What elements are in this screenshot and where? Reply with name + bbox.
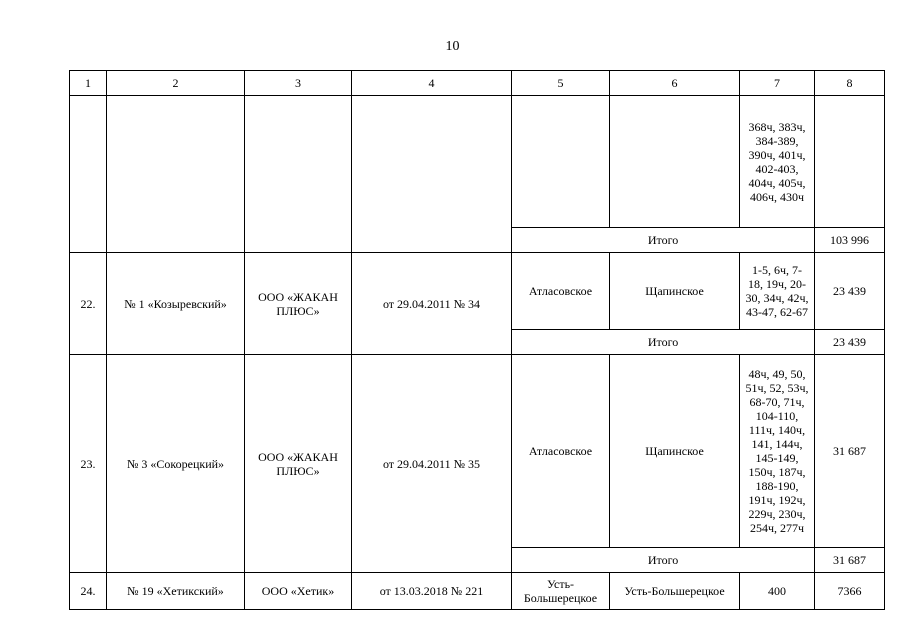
total-value: 31 687: [815, 548, 885, 573]
org-cell: ООО «ЖАКАН ПЛЮС»: [245, 253, 352, 355]
doc-cell: от 13.03.2018 № 221: [352, 573, 512, 610]
area-cell: [815, 96, 885, 228]
header-row: [70, 71, 885, 96]
header-cell: 5: [512, 71, 610, 96]
num-cell: 24.: [70, 573, 107, 610]
org-cell: ООО «ЖАКАН ПЛЮС»: [245, 355, 352, 573]
quarters-cell: [740, 253, 815, 330]
quarters-line: 191ч, 192ч,: [748, 493, 806, 507]
num-cell: [70, 96, 107, 253]
forestry-cell: Усть-Большерецкое: [512, 573, 610, 610]
quarters-line: 43-47, 62-67: [746, 305, 808, 319]
total-label: Итого: [512, 228, 815, 253]
header-cell: 2: [107, 71, 245, 96]
table-row: [70, 355, 885, 548]
total-value: 23 439: [815, 330, 885, 355]
total-label: Итого: [512, 548, 815, 573]
header-cell: 8: [815, 71, 885, 96]
area-cell: 7366: [815, 573, 885, 610]
site-cell: [107, 96, 245, 253]
quarters-line: 145-149,: [755, 451, 799, 465]
quarters-line: 18, 19ч, 20-: [747, 277, 807, 291]
quarters-cell: 400: [740, 573, 815, 610]
quarters-line: 229ч, 230ч,: [748, 507, 806, 521]
header-cell: 1: [70, 71, 107, 96]
org-cell: [245, 96, 352, 253]
quarters-line: 48ч, 49, 50,: [748, 367, 806, 381]
num-cell: 23.: [70, 355, 107, 573]
quarters-line: 68-70, 71ч,: [749, 395, 805, 409]
quarters-cell: [740, 96, 815, 228]
quarters-line: 368ч, 383ч,: [748, 119, 806, 134]
header-cell: 3: [245, 71, 352, 96]
quarters-line: 254ч, 277ч: [749, 521, 805, 535]
site-cell: № 3 «Сокорецкий»: [107, 355, 245, 573]
quarters-line: 390ч, 401ч,: [748, 147, 806, 162]
register-table: [69, 70, 885, 610]
quarters-cell: [740, 355, 815, 548]
site-cell: № 19 «Хетикский»: [107, 573, 245, 610]
header-cell: 7: [740, 71, 815, 96]
district-cell: Усть-Большерецкое: [610, 573, 740, 610]
district-cell: Щапинское: [610, 355, 740, 548]
table-row: [70, 253, 885, 330]
area-cell: 31 687: [815, 355, 885, 548]
forestry-cell: Атласовское: [512, 355, 610, 548]
header-cell: 6: [610, 71, 740, 96]
page-number: 10: [445, 39, 460, 54]
quarters-line: 1-5, 6ч, 7-: [751, 263, 803, 277]
table-row: [70, 96, 885, 228]
forestry-cell: [512, 96, 610, 228]
quarters-line: 111ч, 140ч,: [748, 423, 806, 437]
quarters-line: 150ч, 187ч,: [748, 465, 806, 479]
area-cell: 23 439: [815, 253, 885, 330]
quarters-line: 188-190,: [755, 479, 799, 493]
quarters-line: 30, 34ч, 42ч,: [745, 291, 809, 305]
district-cell: [610, 96, 740, 228]
quarters-line: 384-389,: [755, 133, 799, 148]
table-row: [70, 573, 885, 610]
quarters-line: 404ч, 405ч,: [748, 175, 806, 190]
quarters-line: 141, 144ч,: [751, 437, 803, 451]
quarters-line: 402-403,: [755, 161, 799, 176]
district-cell: Щапинское: [610, 253, 740, 330]
forestry-cell: Атласовское: [512, 253, 610, 330]
quarters-line: 406ч, 430ч: [749, 189, 805, 204]
site-cell: № 1 «Козыревский»: [107, 253, 245, 355]
org-cell: ООО «Хетик»: [245, 573, 352, 610]
quarters-line: 51ч, 52, 53ч,: [745, 381, 809, 395]
doc-cell: [352, 96, 512, 253]
doc-cell: от 29.04.2011 № 35: [352, 355, 512, 573]
total-value: 103 996: [815, 228, 885, 253]
total-label: Итого: [512, 330, 815, 355]
doc-cell: от 29.04.2011 № 34: [352, 253, 512, 355]
header-cell: 4: [352, 71, 512, 96]
num-cell: 22.: [70, 253, 107, 355]
quarters-line: 104-110,: [755, 409, 799, 423]
